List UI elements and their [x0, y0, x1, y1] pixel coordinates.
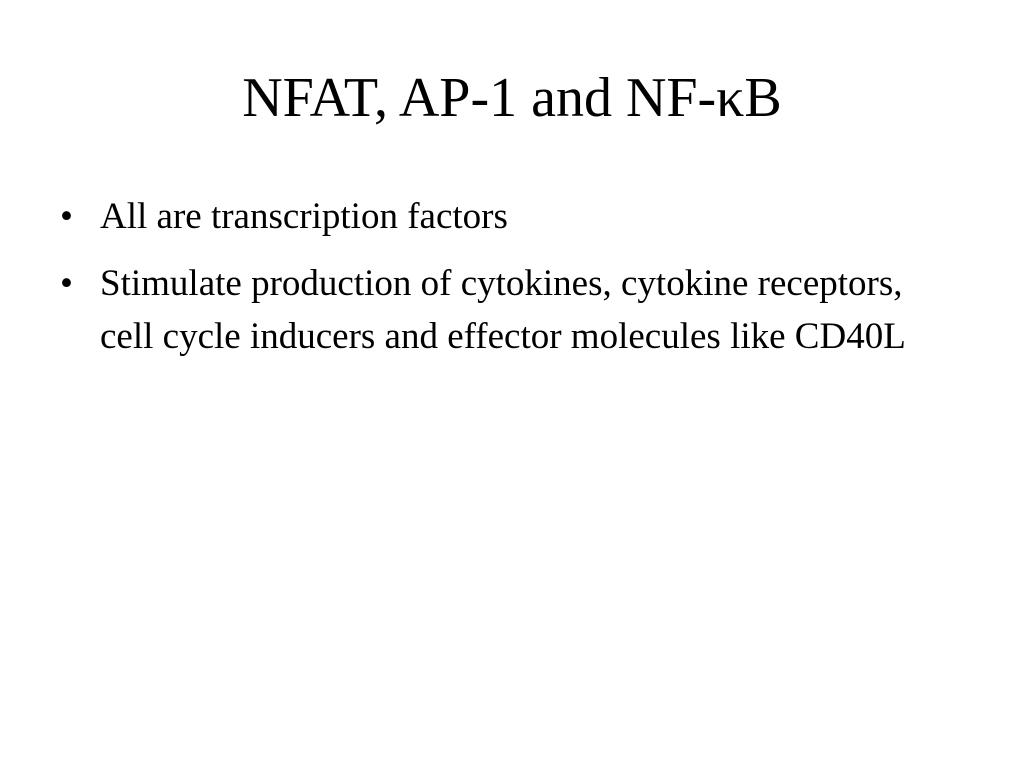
bullet-icon: • — [60, 196, 73, 237]
bullet-list — [60, 190, 940, 377]
slide-title: NFAT, AP-1 and NF-κB — [242, 67, 782, 129]
bullet-text: All are transcription factors — [100, 196, 508, 237]
bullet-item-transcription-factors — [60, 190, 940, 243]
bullet-icon: • — [60, 263, 73, 304]
bullet-text: Stimulate production of cytokines, cytokine receptors, cell cycle inducers and effector molecules like CD40L — [100, 263, 906, 357]
bullet-item-stimulate-production — [60, 257, 940, 363]
